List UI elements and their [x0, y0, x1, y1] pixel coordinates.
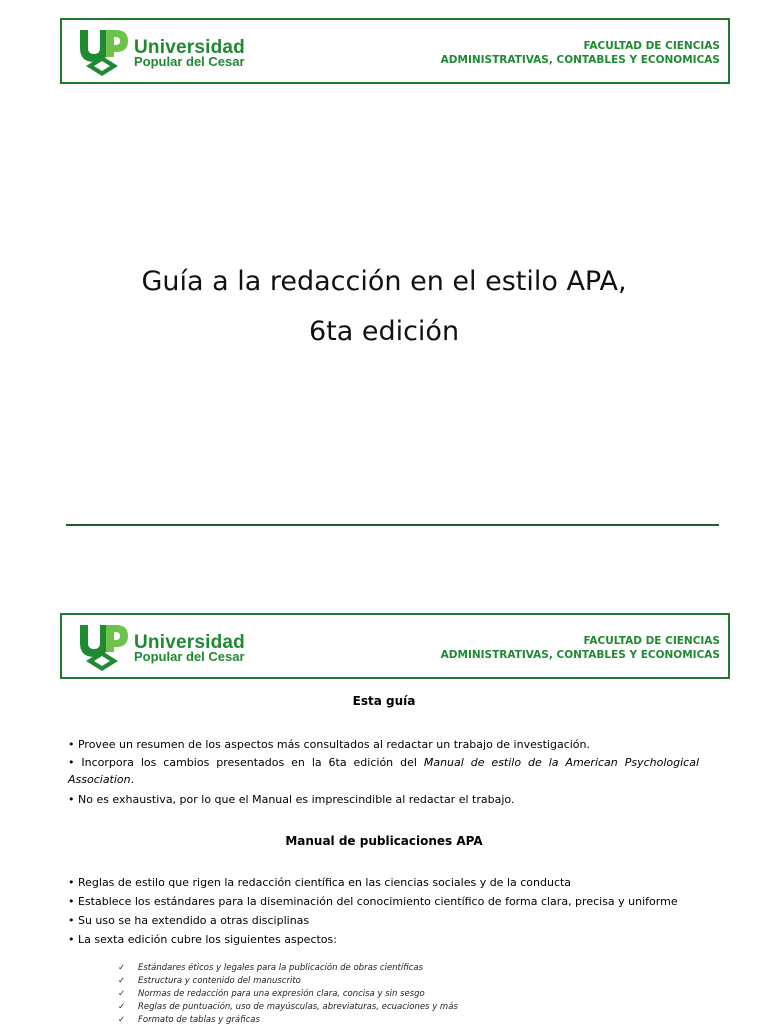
list-item: • Incorpora los cambios presentados en la 6ta edición del Manual de estilo de la American Psychological Association.	[68, 756, 699, 786]
list-item: • No es exhaustiva, por lo que el Manual es imprescindible al redactar el trabajo.	[68, 793, 515, 806]
faculty-line1: FACULTAD DE CIENCIAS	[583, 635, 720, 647]
divider-line	[66, 524, 719, 526]
cover-title-line2: 6ta edición	[308, 316, 460, 347]
check-icon: ✓	[118, 1015, 126, 1025]
faculty-header	[60, 18, 730, 84]
faculty-line2: ADMINISTRATIVAS, CONTABLES Y ECONOMICAS	[440, 54, 720, 66]
list-item: • Establece los estándares para la diseminación del conocimiento científico de forma clara, precisa y uniforme	[68, 895, 678, 908]
checklist-item: ✓ Normas de redacción para una expresión clara, concisa y sin sesgo	[118, 989, 425, 999]
check-icon: ✓	[118, 976, 126, 986]
list-item: • Reglas de estilo que rigen la redacción científica en las ciencias sociales y de la conducta	[68, 876, 572, 889]
checklist-item: ✓ Formato de tablas y gráficas	[118, 1015, 260, 1025]
section-title-esta-guia: Esta guía	[352, 694, 416, 708]
logo-university-text: Universidad	[134, 37, 245, 58]
aspects-checklist	[118, 962, 458, 1027]
list-item: • Provee un resumen de los aspectos más consultados al redactar un trabajo de investigación.	[68, 738, 590, 751]
check-icon: ✓	[118, 963, 126, 973]
university-logo-icon	[76, 621, 132, 673]
faculty-line1: FACULTAD DE CIENCIAS	[583, 40, 720, 52]
checklist-item: ✓ Reglas de puntuación, uso de mayúsculas, abreviaturas, ecuaciones y más	[118, 1002, 458, 1012]
section2-list	[68, 873, 699, 949]
manual-title-italic: Manual de estilo de la American Psychological Association	[68, 756, 699, 786]
faculty-name	[441, 634, 720, 662]
faculty-header-page2	[60, 613, 730, 679]
checklist-item: ✓ Estructura y contenido del manuscrito	[118, 976, 301, 986]
university-logo-icon	[76, 26, 132, 78]
section1-list	[68, 735, 699, 809]
logo-university-text: Universidad	[134, 632, 245, 653]
list-item: • Su uso se ha extendido a otras disciplinas	[68, 914, 310, 927]
logo-name-text: Popular del Cesar	[134, 54, 245, 69]
faculty-line2: ADMINISTRATIVAS, CONTABLES Y ECONOMICAS	[440, 649, 720, 661]
logo-name-text: Popular del Cesar	[134, 649, 245, 664]
section-title-manual: Manual de publicaciones APA	[285, 834, 483, 848]
faculty-name	[441, 39, 720, 67]
list-item: • La sexta edición cubre los siguientes aspectos:	[68, 933, 337, 946]
check-icon: ✓	[118, 1002, 126, 1012]
checklist-item: ✓ Estándares éticos y legales para la publicación de obras científicas	[118, 963, 424, 973]
cover-title-line1: Guía a la redacción en el estilo APA,	[141, 266, 627, 297]
check-icon: ✓	[118, 989, 126, 999]
